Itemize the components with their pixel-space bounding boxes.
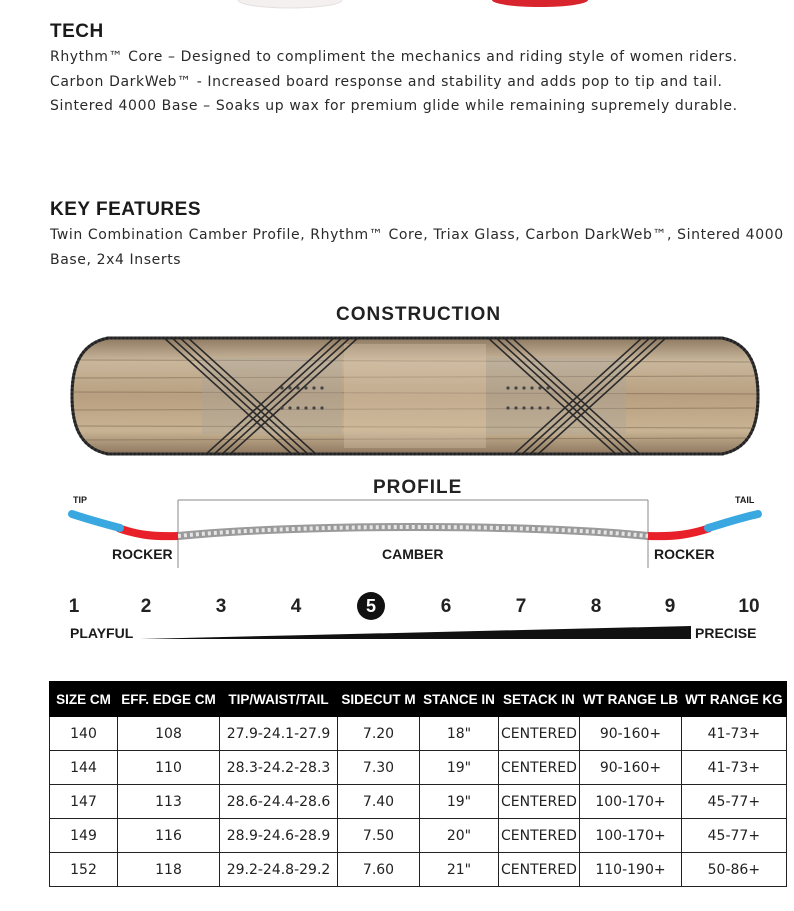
key-features-line-1: Twin Combination Camber Profile, Rhythm™ Core, Triax Glass, Carbon DarkWeb™, Sintered 4000 <box>50 227 784 243</box>
table-row <box>50 717 787 751</box>
rocker-right-label: ROCKER <box>654 546 715 562</box>
scale-7: 7 <box>515 596 527 617</box>
table-row <box>50 853 787 887</box>
tech-line-core <box>50 45 738 70</box>
product-image-fragment <box>0 0 794 12</box>
cell-size: 147 <box>50 785 118 819</box>
cell-wt-lb: 110-190+ <box>579 853 681 887</box>
tail-label: TAIL <box>735 495 755 505</box>
scale-4: 4 <box>290 596 302 617</box>
cell-sidecut: 7.30 <box>338 751 420 785</box>
scale-8: 8 <box>590 596 602 617</box>
cell-wt-lb: 100-170+ <box>579 819 681 853</box>
cell-tip-waist-tail: 28.6-24.4-28.6 <box>220 785 338 819</box>
cell-setback: CENTERED <box>499 785 580 819</box>
key-features-line-2: Base, 2x4 Inserts <box>50 252 182 268</box>
cell-wt-kg: 41-73+ <box>682 717 787 751</box>
key-features-heading: KEY FEATURES <box>50 199 201 220</box>
table-row <box>50 785 787 819</box>
table-row <box>50 751 787 785</box>
cell-size: 152 <box>50 853 118 887</box>
cell-size: 144 <box>50 751 118 785</box>
col-header-sidecut: SIDECUT M <box>338 682 420 717</box>
tech-name: Carbon DarkWeb™ <box>50 73 192 90</box>
cell-wt-lb: 90-160+ <box>579 717 681 751</box>
cell-tip-waist-tail: 28.9-24.6-28.9 <box>220 819 338 853</box>
tech-line-carbon <box>50 70 723 95</box>
col-header-eff-edge: EFF. EDGE CM <box>118 682 220 717</box>
cell-eff-edge: 110 <box>118 751 220 785</box>
cell-size: 149 <box>50 819 118 853</box>
cell-setback: CENTERED <box>499 853 580 887</box>
scale-3: 3 <box>215 596 227 617</box>
rocker-left-label: ROCKER <box>112 546 173 562</box>
tech-desc: - Increased board response and stability and adds pop to tip and tail. <box>191 73 723 90</box>
col-header-setback: SETACK IN <box>499 682 580 717</box>
cell-tip-waist-tail: 27.9-24.1-27.9 <box>220 717 338 751</box>
table-row <box>50 819 787 853</box>
tech-heading: TECH <box>50 21 104 42</box>
scale-1: 1 <box>68 596 80 617</box>
col-header-tip-waist-tail: TIP/WAIST/TAIL <box>220 682 338 717</box>
cell-stance: 18" <box>420 717 499 751</box>
cell-wt-kg: 50-86+ <box>682 853 787 887</box>
cell-wt-kg: 45-77+ <box>682 785 787 819</box>
tech-name: Rhythm™ Core <box>50 49 163 65</box>
col-header-stance: STANCE IN <box>420 682 499 717</box>
cell-eff-edge: 116 <box>118 819 220 853</box>
cell-stance: 21" <box>420 853 499 887</box>
cell-sidecut: 7.20 <box>338 717 420 751</box>
camber-label: CAMBER <box>382 546 444 562</box>
cell-eff-edge: 108 <box>118 717 220 751</box>
cell-eff-edge: 113 <box>118 785 220 819</box>
tech-desc: – Soaks up wax for premium glide while remaining supremely durable. <box>198 98 738 114</box>
tech-desc: – Designed to compliment the mechanics and riding style of women riders. <box>162 49 738 65</box>
cell-stance: 19" <box>420 785 499 819</box>
specs-table <box>49 681 787 887</box>
cell-stance: 20" <box>420 819 499 853</box>
tech-name: Sintered 4000 Base <box>50 98 199 114</box>
cell-sidecut: 7.50 <box>338 819 420 853</box>
cell-wt-lb: 100-170+ <box>579 785 681 819</box>
flex-wedge <box>140 624 692 640</box>
cell-eff-edge: 118 <box>118 853 220 887</box>
cell-setback: CENTERED <box>499 717 580 751</box>
cell-wt-lb: 90-160+ <box>579 751 681 785</box>
scale-5-selected: 5 <box>357 592 385 620</box>
scale-10: 10 <box>738 596 760 617</box>
scale-2: 2 <box>140 596 152 617</box>
cell-sidecut: 7.60 <box>338 853 420 887</box>
specs-header-row <box>50 682 787 717</box>
construction-board-illustration <box>68 330 762 462</box>
col-header-size: SIZE CM <box>50 682 118 717</box>
cell-tip-waist-tail: 29.2-24.8-29.2 <box>220 853 338 887</box>
construction-title: CONSTRUCTION <box>336 304 502 325</box>
cell-stance: 19" <box>420 751 499 785</box>
col-header-wt-kg: WT RANGE KG <box>682 682 787 717</box>
playful-label: PLAYFUL <box>70 625 134 641</box>
cell-sidecut: 7.40 <box>338 785 420 819</box>
cell-wt-kg: 41-73+ <box>682 751 787 785</box>
cell-wt-kg: 45-77+ <box>682 819 787 853</box>
col-header-wt-lb: WT RANGE LB <box>579 682 681 717</box>
scale-6: 6 <box>440 596 452 617</box>
scale-9: 9 <box>664 596 676 617</box>
cell-setback: CENTERED <box>499 751 580 785</box>
cell-tip-waist-tail: 28.3-24.2-28.3 <box>220 751 338 785</box>
precise-label: PRECISE <box>695 625 757 641</box>
tech-line-base <box>50 94 738 119</box>
profile-title: PROFILE <box>373 477 463 498</box>
tip-label: TIP <box>73 495 88 505</box>
cell-size: 140 <box>50 717 118 751</box>
cell-setback: CENTERED <box>499 819 580 853</box>
